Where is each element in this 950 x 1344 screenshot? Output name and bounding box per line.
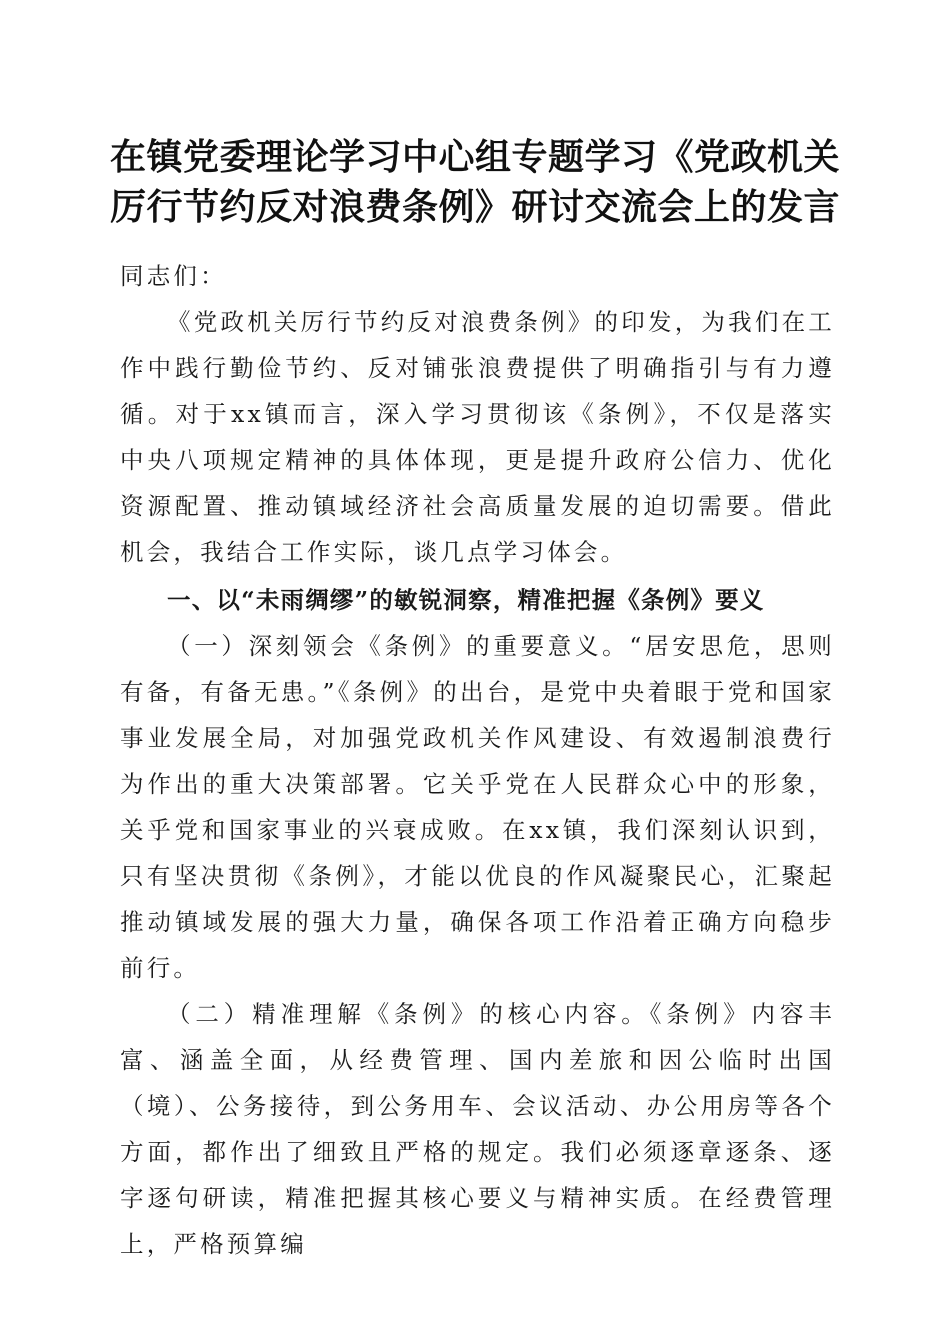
section-heading-1: 一、以“未雨绸缪”的敏锐洞察，精准把握《条例》要义 (167, 586, 765, 614)
document-body (120, 253, 835, 1267)
subsection-1-paragraph (120, 623, 835, 991)
title-line-2: 厉行节约反对浪费条例》研讨交流会上的发言 (109, 186, 840, 228)
document-title (100, 132, 850, 232)
title-line-1: 在镇党委理论学习中心组专题学习《党政机关 (109, 136, 840, 178)
subsection-2-lead: （二）精准理解《条例》的核心内容。 (167, 1000, 650, 1028)
subsection-2-paragraph (120, 991, 835, 1267)
intro-paragraph: 《党政机关厉行节约反对浪费条例》的印发，为我们在工作中践行勤俭节约、反对铺张浪费提供了明确指引与有力遵循。对于xx镇而言，深入学习贯彻该《条例》，不仅是落实中央八项规定精神的具体体现，更是提升政府公信力、优化资源配置、推动镇域经济社会高质量发展的迫切需要。借此机会，我结合工作实际，谈几点学习体会。 (120, 308, 835, 566)
subsection-1-text: “居安思危，思则有备，有备无患。”《条例》的出台，是党中央着眼于党和国家事业发展全局，对加强党政机关作风建设、有效遏制浪费行为作出的重大决策部署。它关乎党在人民群众心中的形象，关乎党和国家事业的兴衰成败。在xx镇，我们深刻认识到，只有坚决贯彻《条例》，才能以优良的作风凝聚民心，汇聚起推动镇域发展的强大力量，确保各项工作沿着正确方向稳步前行。 (120, 632, 835, 982)
subsection-1-lead: （一）深刻领会《条例》的重要意义。 (167, 632, 630, 660)
salutation: 同志们： (120, 262, 227, 290)
subsection-2-text: 《条例》内容丰富、涵盖全面，从经费管理、国内差旅和因公临时出国（境）、公务接待，到公务用车、会议活动、办公用房等各个方面，都作出了细致且严格的规定。我们必须逐章逐条、逐字逐句研读，精准把握其核心要义与精神实质。在经费管理上，严格预算编 (120, 1000, 835, 1258)
